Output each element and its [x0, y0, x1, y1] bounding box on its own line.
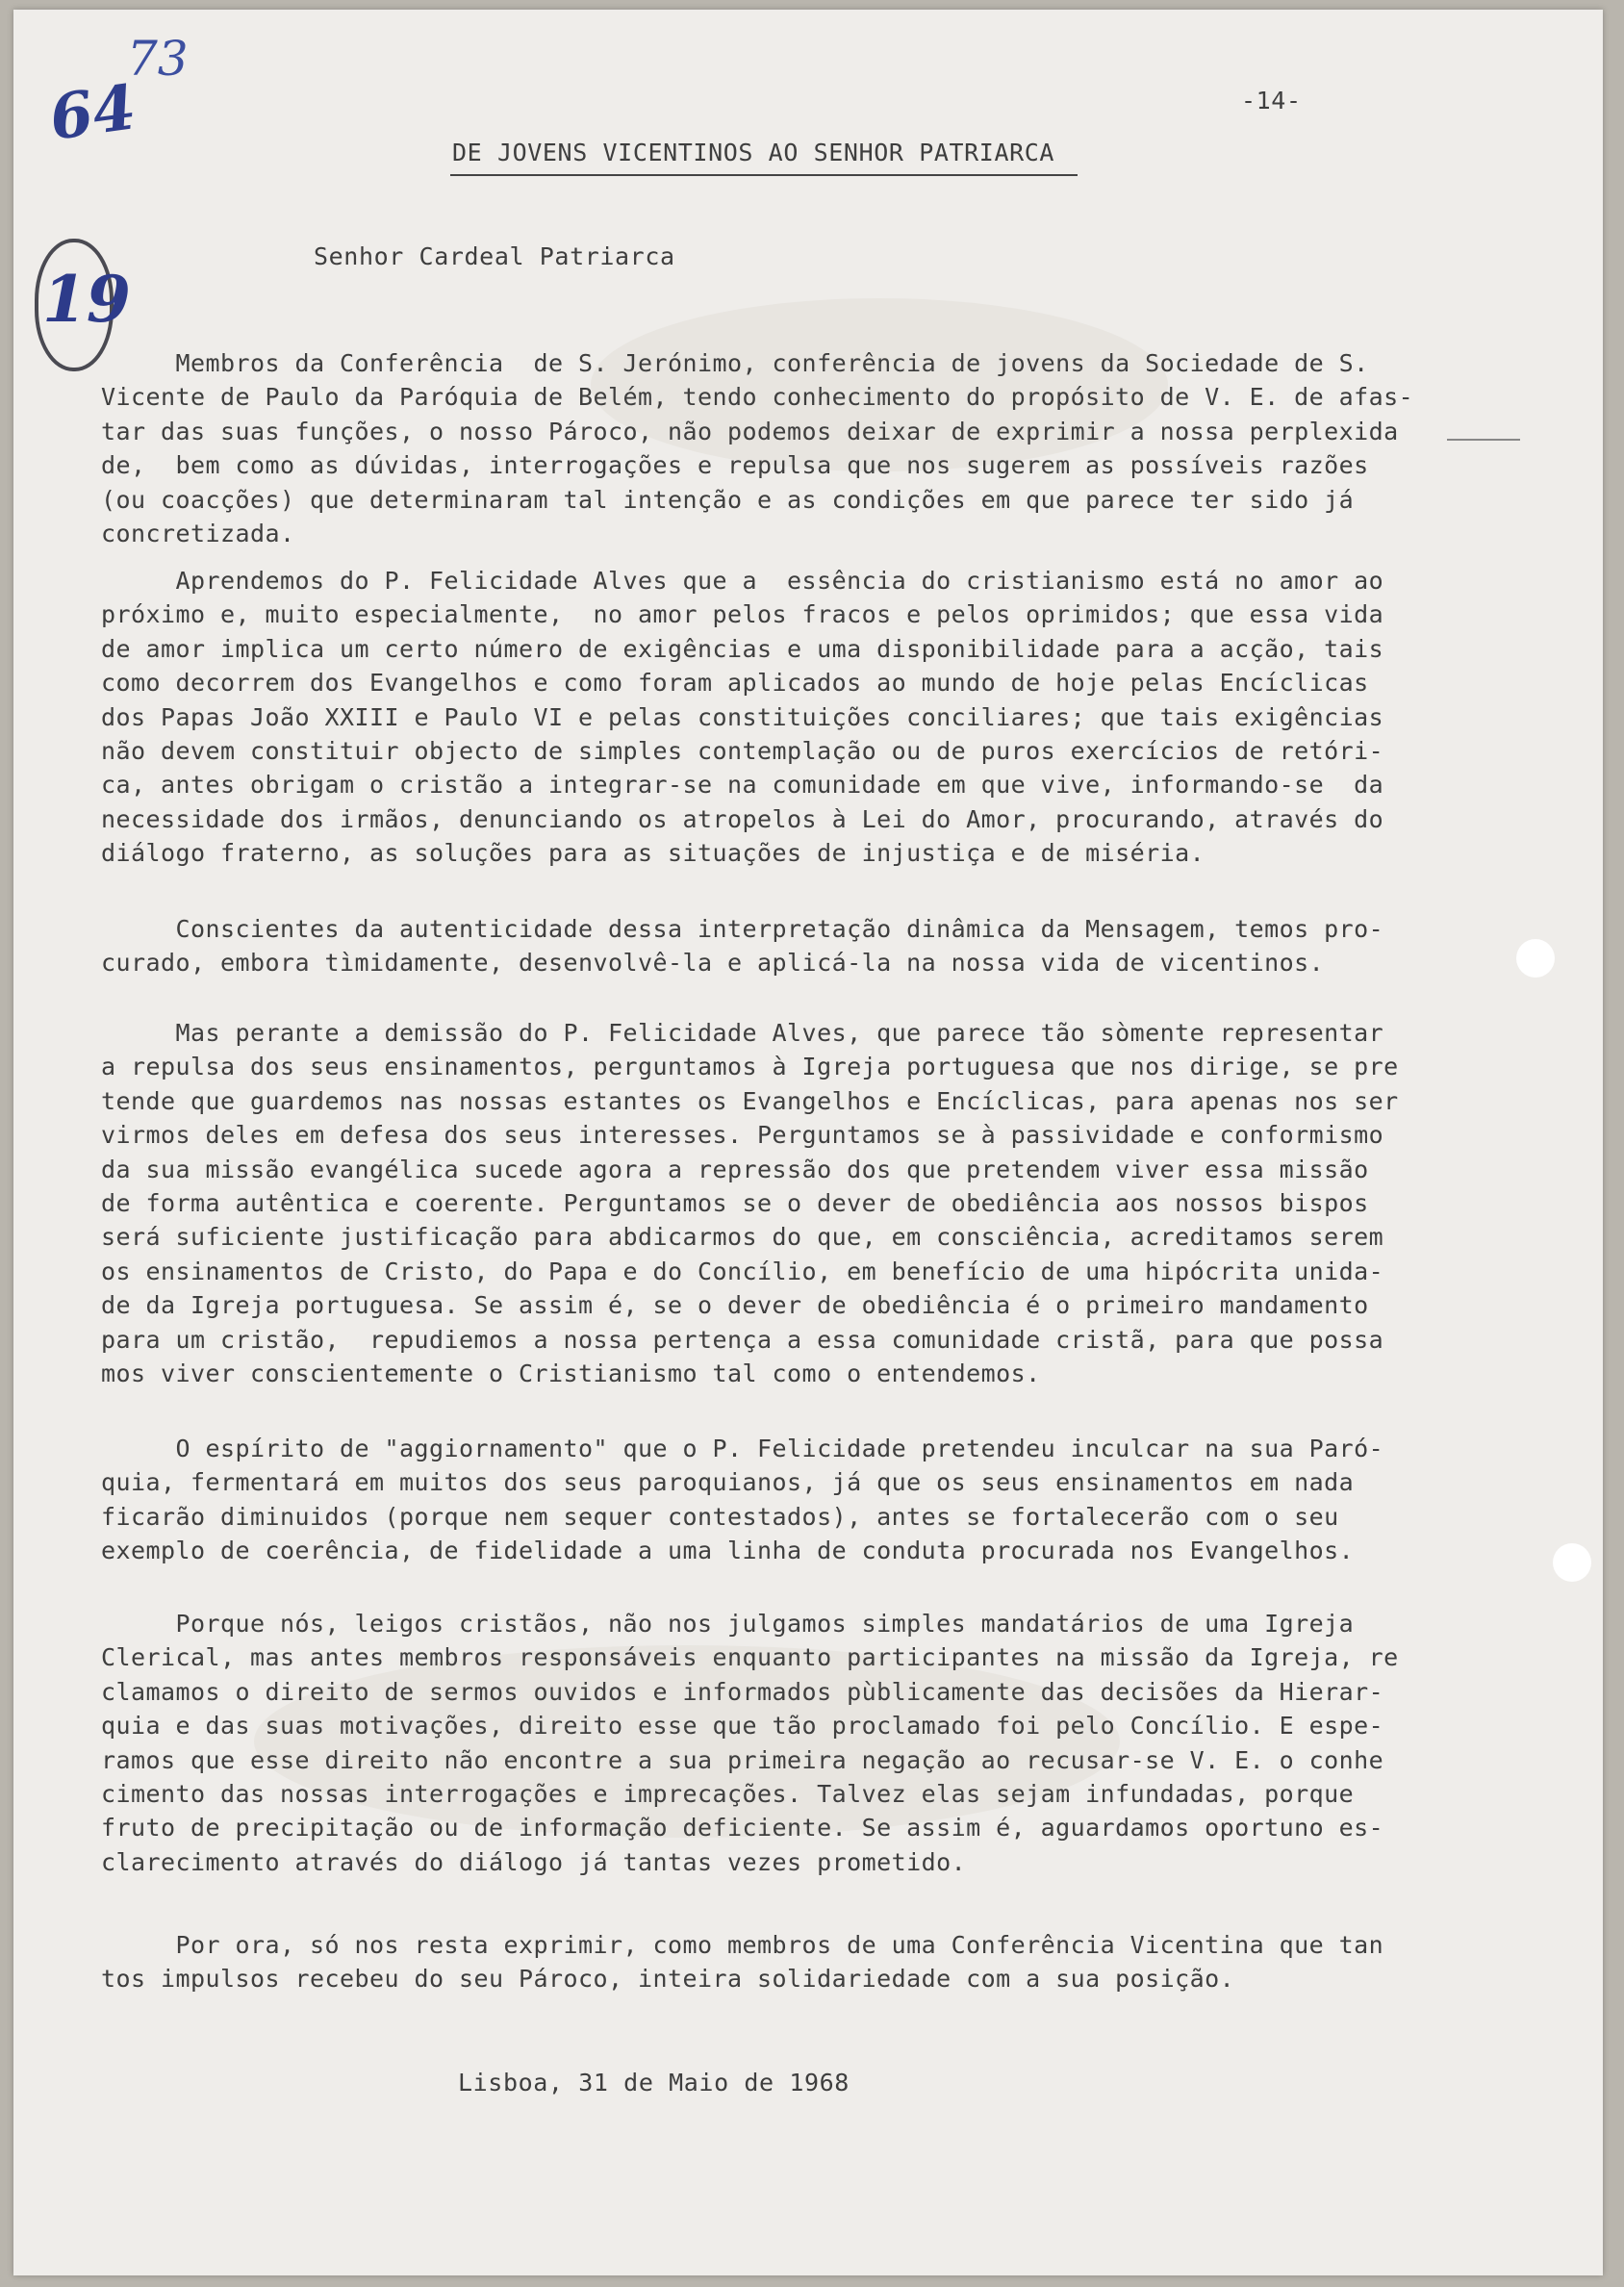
text-line: Conscientes da autenticidade dessa interpretação dinâmica da Mensagem, temos pro-	[71, 915, 1384, 943]
text-line: (ou coacções) que determinaram tal intenção e as condições em que parece ter sido já	[71, 485, 1355, 514]
text-line: ca, antes obrigam o cristão a integrar-se na comunidade em que vive, informando-se da	[71, 771, 1384, 800]
handwritten-number-top: 73	[127, 31, 189, 87]
text-line: a repulsa dos seus ensinamentos, perguntamos à Igreja portuguesa que nos dirige, se pre	[71, 1053, 1399, 1081]
text-line: virmos deles em defesa dos seus interesses. Perguntamos se à passividade e conformismo	[71, 1121, 1384, 1150]
text-line: da sua missão evangélica sucede agora a repressão dos que pretendem viver essa missão	[71, 1155, 1369, 1183]
text-line: cimento das nossas interrogações e imprecações. Talvez elas sejam infundadas, porque	[71, 1779, 1355, 1808]
handwritten-number-left: 64	[45, 71, 140, 155]
text-line: de da Igreja portuguesa. Se assim é, se o dever de obediência é o primeiro mandamento	[71, 1291, 1369, 1320]
text-line: tos impulsos recebeu do seu Pároco, inteira solidariedade com a sua posição.	[71, 1965, 1235, 1994]
text-line: ficarão diminuidos (porque nem sequer contestados), antes se fortalecerão com o seu	[71, 1502, 1339, 1531]
paragraph-5	[71, 1432, 1418, 1568]
text-line: clarecimento através do diálogo já tantas vezes prometido.	[71, 1847, 967, 1876]
text-line: exemplo de coerência, de fidelidade a uma linha de conduta procurada nos Evangelhos.	[71, 1537, 1355, 1565]
margin-mark	[1447, 439, 1520, 441]
text-line: não devem constituir objecto de simples contemplação ou de puros exercícios de retóri-	[71, 736, 1384, 765]
text-line: Mas perante a demissão do P. Felicidade Alves, que parece tão sòmente representar	[71, 1019, 1384, 1047]
text-line: próximo e, muito especialmente, no amor pelos fracos e pelos oprimidos; que essa vida	[71, 600, 1384, 629]
text-line: concretizada.	[71, 519, 295, 547]
text-line: mos viver conscientemente o Cristianismo tal como o entendemos.	[71, 1359, 1041, 1387]
text-line: clamamos o direito de sermos ouvidos e informados pùblicamente das decisões da Hierar-	[71, 1677, 1384, 1706]
text-line: Aprendemos do P. Felicidade Alves que a essência do cristianismo está no amor ao	[71, 567, 1384, 595]
paragraph-4	[71, 1016, 1418, 1390]
paragraph-2	[71, 564, 1418, 871]
paragraph-6	[71, 1607, 1418, 1879]
text-line: os ensinamentos de Cristo, do Papa e do Concílio, em benefício de uma hipócrita unida-	[71, 1257, 1384, 1285]
text-line: Clerical, mas antes membros responsáveis enquanto participantes na missão da Igreja, re	[71, 1643, 1399, 1672]
text-line: necessidade dos irmãos, denunciando os atropelos à Lei do Amor, procurando, através do	[71, 804, 1384, 833]
text-line: de, bem como as dúvidas, interrogações e repulsa que nos sugerem as possíveis razões	[71, 451, 1369, 480]
paragraph-3	[71, 912, 1418, 980]
text-line: tar das suas funções, o nosso Pároco, não podemos deixar de exprimir a nossa perplexida	[71, 417, 1399, 445]
text-line: curado, embora tìmidamente, desenvolvê-la e aplicá-la na nossa vida de vicentinos.	[71, 949, 1325, 978]
place-and-date: Lisboa, 31 de Maio de 1968	[458, 2069, 850, 2096]
document-page	[13, 10, 1603, 2275]
salutation: Senhor Cardeal Patriarca	[314, 242, 675, 270]
text-line: será suficiente justificação para abdicarmos do que, em consciência, acreditamos serem	[71, 1223, 1384, 1252]
text-line: tende que guardemos nas nossas estantes os Evangelhos e Encíclicas, para apenas nos ser	[71, 1086, 1399, 1115]
document-title: DE JOVENS VICENTINOS AO SENHOR PATRIARCA	[452, 139, 1055, 166]
text-line: O espírito de "aggiornamento" que o P. Felicidade pretendeu inculcar na sua Paró-	[71, 1435, 1384, 1462]
punch-hole	[1553, 1543, 1591, 1582]
text-line: fruto de precipitação ou de informação deficiente. Se assim é, aguardamos oportuno es-	[71, 1814, 1384, 1842]
punch-hole	[1516, 939, 1555, 978]
text-line: diálogo fraterno, as soluções para as situações de injustiça e de miséria.	[71, 839, 1205, 868]
text-line: Membros da Conferência de S. Jerónimo, conferência de jovens da Sociedade de S.	[71, 349, 1369, 377]
text-line: Por ora, só nos resta exprimir, como membros de uma Conferência Vicentina que tan	[71, 1931, 1384, 1959]
text-line: quia e das suas motivações, direito esse que tão proclamado foi pelo Concílio. E espe-	[71, 1712, 1384, 1741]
handwritten-circled-number: 19	[42, 262, 131, 337]
page-number: -14-	[1241, 87, 1302, 114]
text-line: dos Papas João XXIII e Paulo VI e pelas constituições conciliares; que tais exigências	[71, 702, 1384, 731]
paragraph-1	[71, 346, 1418, 550]
title-underline	[450, 174, 1078, 176]
text-line: Vicente de Paulo da Paróquia de Belém, tendo conhecimento do propósito de V. E. de afas-	[71, 383, 1414, 412]
text-line: de amor implica um certo número de exigências e uma disponibilidade para a acção, tais	[71, 634, 1384, 663]
text-line: de forma autêntica e coerente. Perguntamos se o dever de obediência aos nossos bispos	[71, 1188, 1369, 1217]
text-line: Porque nós, leigos cristãos, não nos julgamos simples mandatários de uma Igreja	[71, 1610, 1355, 1638]
text-line: como decorrem dos Evangelhos e como foram aplicados ao mundo de hoje pelas Encíclicas	[71, 669, 1369, 698]
text-line: para um cristão, repudiemos a nossa pertença a essa comunidade cristã, para que possa	[71, 1325, 1384, 1354]
text-line: quia, fermentará em muitos dos seus paroquianos, já que os seus ensinamentos em nada	[71, 1468, 1355, 1497]
paragraph-7	[71, 1928, 1418, 1996]
text-line: ramos que esse direito não encontre a sua primeira negação ao recusar-se V. E. o conhe	[71, 1745, 1384, 1774]
